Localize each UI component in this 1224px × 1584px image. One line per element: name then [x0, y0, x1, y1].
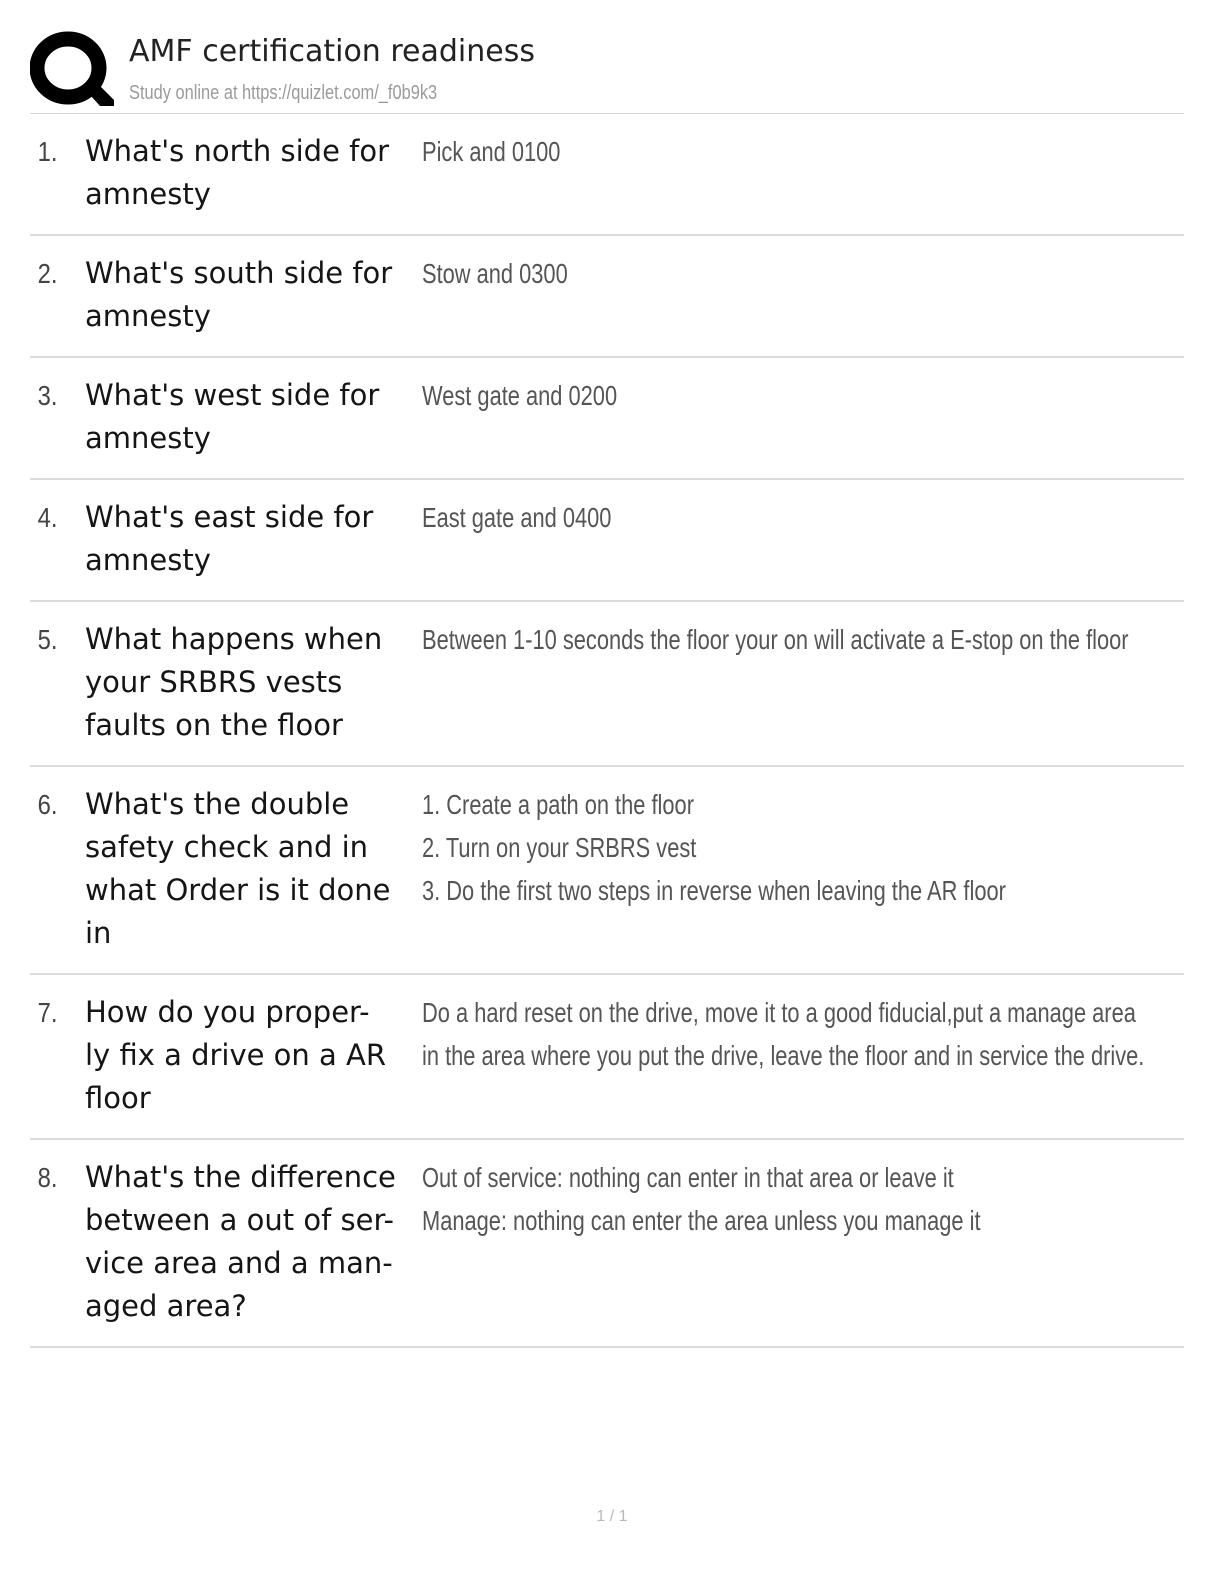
card-term: What's the difference between a out of ser- vice area and a man- aged area? — [85, 1160, 396, 1323]
card-definition-text: West gate and 0200 — [422, 380, 618, 411]
card-number: 1. — [37, 136, 58, 167]
card-number: 5. — [37, 624, 58, 655]
card-term: What's west side for amnesty — [85, 378, 380, 455]
card-definition — [422, 991, 1184, 1120]
card-definition-text: Between 1-10 seconds the floor your on will activate a E-stop on the floor — [422, 624, 1129, 655]
card-definition — [422, 130, 1184, 216]
flashcard-row — [30, 975, 1184, 1140]
card-term: What's the double safety check and in what Order is it done in — [85, 787, 391, 950]
card-number: 6. — [37, 789, 58, 820]
card-term: What's east side for amnesty — [85, 500, 374, 577]
document-header — [30, 28, 1184, 114]
card-definition-text: Pick and 0100 — [422, 136, 561, 167]
flashcard-row — [30, 602, 1184, 767]
card-definition — [422, 496, 1184, 582]
card-definition — [422, 252, 1184, 338]
card-number: 8. — [37, 1162, 58, 1193]
card-number: 3. — [37, 380, 58, 411]
quizlet-q-logo-icon — [30, 30, 114, 108]
card-number: 4. — [37, 502, 58, 533]
card-definition-text: Stow and 0300 — [422, 258, 568, 289]
card-number: 7. — [37, 997, 58, 1028]
card-definition-text: East gate and 0400 — [422, 502, 612, 533]
card-term: What's north side for amnesty — [85, 134, 390, 211]
flashcard-row — [30, 358, 1184, 480]
page-title: AMF certification readiness — [129, 34, 535, 69]
card-definition — [422, 1156, 1184, 1328]
card-definition-text: 1. Create a path on the floor 2. Turn on your SRBRS vest 3. Do the first two steps in reverse when leaving the AR floor — [422, 789, 1006, 906]
card-term: How do you proper- ly fix a drive on a AR floor — [85, 995, 387, 1115]
flashcard-row — [30, 114, 1184, 236]
flashcard-row — [30, 767, 1184, 975]
card-definition-text: Do a hard reset on the drive, move it to a good fiducial,put a manage area in the area where you put the drive, leave the floor and in service the drive. — [422, 997, 1145, 1071]
card-definition — [422, 618, 1184, 747]
card-term: What happens when your SRBRS vests faults on the floor — [85, 622, 383, 742]
card-definition-text: Out of service: nothing can enter in that area or leave it Manage: nothing can enter the area unless you manage it — [422, 1162, 981, 1236]
card-definition — [422, 783, 1184, 955]
card-number: 2. — [37, 258, 58, 289]
card-term: What's south side for amnesty — [85, 256, 393, 333]
flashcard-row — [30, 1140, 1184, 1348]
card-definition — [422, 374, 1184, 460]
flashcard-row — [30, 236, 1184, 358]
study-online-link[interactable]: Study online at https://quizlet.com/_f0b9k3 — [129, 82, 438, 104]
flashcard-row — [30, 480, 1184, 602]
flashcard-list — [30, 114, 1184, 1348]
page-indicator: 1 / 1 — [596, 1508, 628, 1525]
